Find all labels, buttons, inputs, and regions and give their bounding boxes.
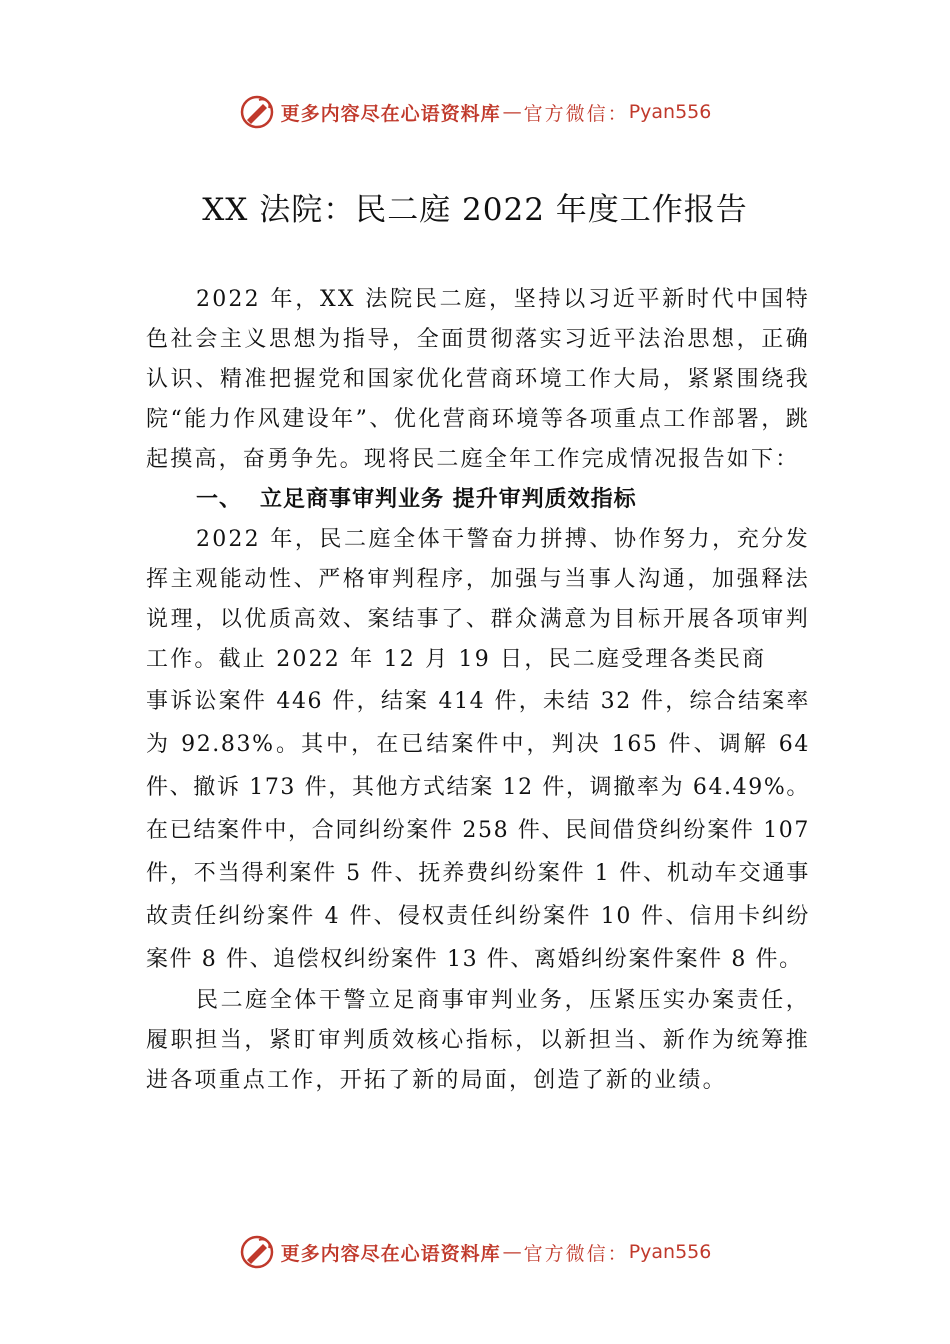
- section-number: 一、: [196, 487, 243, 512]
- banner-separator: —: [502, 101, 522, 123]
- section-paragraph-1b: 事诉讼案件 446 件，结案 414 件，未结 32 件，综合结案率为 92.83%。其中，在已结案件中，判决 165 件、调解 64 件、撤诉 173 件，其他方式结案 12 件，调撤率为 64.49%。在已结案件中，合同纠纷案件 258 件、民间借贷纠纷案件 107 件，不当得利案件 5 件、抚养费纠纷案件 1 件、机动车交通事故责任纠纷案件 4 件、侵权责任纠纷案件 10 件、信用卡纠纷案件 8 件、追偿权纠纷案件 13 件、离婚纠纷案件案件 8 件。: [146, 689, 810, 972]
- banner-separator: —: [502, 1241, 522, 1263]
- logo-icon: [239, 94, 275, 130]
- watermark-banner-bottom: [0, 1232, 950, 1272]
- section-title: 立足商事审判业务 提升审判质效指标: [260, 487, 637, 512]
- document-title: XX 法院：民二庭 2022 年度工作报告: [202, 192, 748, 228]
- banner-wechat-id: Pyan556: [628, 1241, 712, 1263]
- banner-text: 更多内容尽在心语资料库: [280, 1242, 501, 1265]
- section-heading: [146, 480, 810, 520]
- banner-wechat-label: 官方微信：: [523, 1242, 629, 1265]
- document-body: [146, 280, 810, 1101]
- banner-wechat-id: Pyan556: [628, 101, 712, 123]
- section-paragraph-2: 民二庭全体干警立足商事审判业务，压紧压实办案责任，履职担当，紧盯审判质效核心指标，以新担当、新作为统筹推进各项重点工作，开拓了新的局面，创造了新的业绩。: [146, 988, 810, 1093]
- section-paragraph-1a: 2022 年，民二庭全体干警奋力拼搏、协作努力，充分发挥主观能动性、严格审判程序，加强与当事人沟通，加强释法说理，以优质高效、案结事了、群众满意为目标开展各项审判工作。截止 2022 年 12 月 19 日，民二庭受理各类民商: [146, 527, 810, 672]
- banner-wechat-label: 官方微信：: [523, 102, 629, 125]
- intro-paragraph: 2022 年，XX 法院民二庭，坚持以习近平新时代中国特色社会主义思想为指导，全面贯彻落实习近平法治思想，正确认识、精准把握党和国家优化营商环境工作大局，紧紧围绕我院“能力作风建设年”、优化营商环境等各项重点工作部署，跳起摸高，奋勇争先。现将民二庭全年工作完成情况报告如下：: [146, 287, 810, 472]
- watermark-banner-top: [0, 92, 950, 132]
- banner-text: 更多内容尽在心语资料库: [280, 102, 501, 125]
- logo-icon: [239, 1234, 275, 1270]
